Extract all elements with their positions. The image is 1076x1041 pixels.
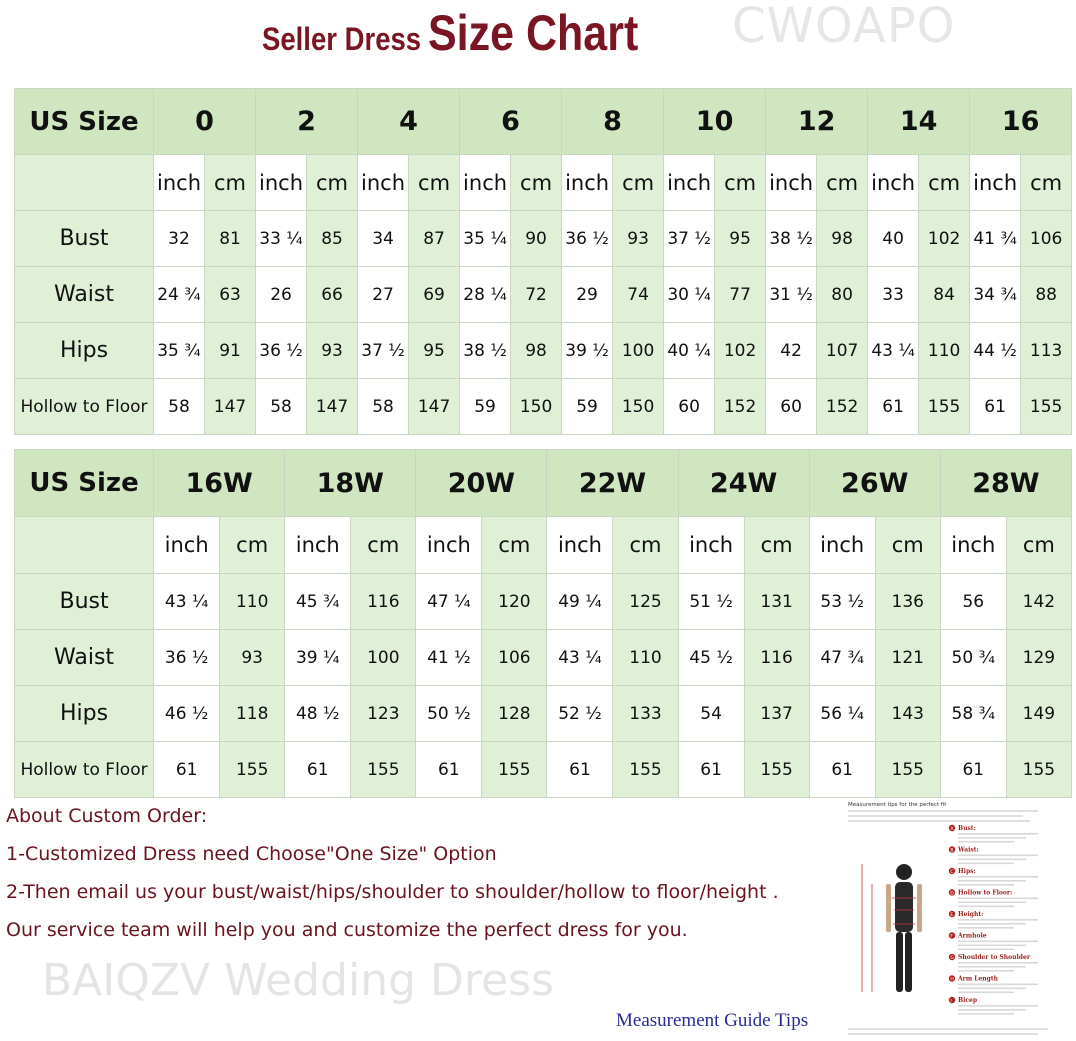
guide-text-line [848,820,1030,822]
row-label: Bust [15,211,154,267]
size-header-cell: 28W [940,450,1071,517]
unit-cm: cm [409,155,460,211]
unit-cm: cm [817,155,868,211]
table-cell: 45 ¾ [285,574,351,630]
table-cell: 61 [154,742,220,798]
table-cell: 121 [875,630,940,686]
table-cell: 24 ¾ [154,267,205,323]
table-cell: 90 [511,211,562,267]
size-table-standard [14,88,1072,435]
table-cell: 39 ¼ [285,630,351,686]
table-cell: 155 [482,742,547,798]
guide-item-title: Shoulder to Shoulder [958,954,1030,961]
table-cell: 155 [351,742,416,798]
unit-inch: inch [154,155,205,211]
table-cell: 32 [154,211,205,267]
guide-item-letter: I [950,999,952,1004]
table-cell: 98 [817,211,868,267]
unit-cm: cm [220,517,285,574]
table-cell: 136 [875,574,940,630]
table-cell: 155 [1006,742,1071,798]
guide-text-line [958,837,1026,839]
size-header-cell: 4 [358,89,460,155]
guide-text-line [958,966,1026,968]
table-cell: 93 [220,630,285,686]
guide-text-line [958,984,1038,986]
guide-text-line [848,810,1038,812]
table-cell: 155 [1021,379,1072,435]
table-cell: 137 [744,686,809,742]
guide-text-line [958,876,1038,878]
table-cell: 48 ½ [285,686,351,742]
table-row [15,742,1072,798]
guide-item-title: Arm Length [958,975,998,983]
guide-text-line [958,988,1026,990]
unit-cm: cm [919,155,970,211]
figure-torso [895,882,913,932]
table-cell: 28 ¼ [460,267,511,323]
size-header-row [15,89,1072,155]
table-cell: 107 [817,323,868,379]
table-cell: 54 [678,686,744,742]
table-cell: 58 [358,379,409,435]
table-cell: 129 [1006,630,1071,686]
guide-text-line [958,970,1014,972]
row-label: Hollow to Floor [15,379,154,435]
guide-item-letter: G [950,956,954,961]
size-header-cell: 16W [154,450,285,517]
table-row [15,630,1072,686]
table-cell: 44 ½ [970,323,1021,379]
table-cell: 50 ¾ [940,630,1006,686]
table-cell: 110 [613,630,678,686]
table-cell: 39 ½ [562,323,613,379]
custom-order-notes [6,800,779,952]
table-cell: 31 ½ [766,267,817,323]
table-cell: 33 [868,267,919,323]
unit-inch: inch [678,517,744,574]
size-header-cell: 24W [678,450,809,517]
unit-cm: cm [715,155,766,211]
table-cell: 152 [715,379,766,435]
table-cell: 155 [220,742,285,798]
size-header-cell: 18W [285,450,416,517]
watermark-bottom: BAIQZV Wedding Dress [42,955,554,1006]
table-cell: 40 [868,211,919,267]
table-cell: 60 [664,379,715,435]
table-row [15,323,1072,379]
table-cell: 80 [817,267,868,323]
table-cell: 42 [766,323,817,379]
notes-line-2: 2-Then email us your bust/waist/hips/shoulder to shoulder/hollow to floor/height . [6,881,779,903]
table-cell: 47 ¼ [416,574,482,630]
guide-text-line [958,906,1014,908]
table-cell: 81 [205,211,256,267]
table-cell: 128 [482,686,547,742]
unit-inch: inch [154,517,220,574]
watermark-top: CWOAPO [732,0,956,54]
table-cell: 77 [715,267,766,323]
unit-cm: cm [205,155,256,211]
table-cell: 118 [220,686,285,742]
guide-text-line [958,923,1026,925]
size-header-row [15,450,1072,517]
table-cell: 95 [409,323,460,379]
unit-inch: inch [547,517,613,574]
guide-text-line [958,833,1038,835]
table-cell: 85 [307,211,358,267]
guide-text-line [958,898,1038,900]
guide-text-line [958,927,1014,929]
table-row [15,267,1072,323]
guide-item-title: Bust: [958,825,976,832]
table-cell: 100 [351,630,416,686]
table-cell: 38 ½ [460,323,511,379]
guide-item-title: Height: [958,911,984,918]
table-cell: 34 ¾ [970,267,1021,323]
table-cell: 38 ½ [766,211,817,267]
us-size-label: US Size [15,89,154,155]
table-cell: 36 ½ [154,630,220,686]
table-cell: 100 [613,323,664,379]
guide-text-line [958,884,1014,886]
table-cell: 63 [205,267,256,323]
table-cell: 53 ½ [809,574,875,630]
table-cell: 36 ½ [256,323,307,379]
size-header-cell: 22W [547,450,678,517]
size-table-plus [14,449,1072,798]
guide-item-letter: E [950,913,954,918]
unit-inch: inch [285,517,351,574]
table-cell: 26 [256,267,307,323]
table-cell: 84 [919,267,970,323]
unit-row [15,155,1072,211]
table-cell: 155 [744,742,809,798]
table-cell: 147 [205,379,256,435]
guide-item-letter: D [950,891,954,897]
table-cell: 36 ½ [562,211,613,267]
guide-text-line [958,902,1026,904]
unit-cm: cm [511,155,562,211]
table-cell: 131 [744,574,809,630]
table-cell: 69 [409,267,460,323]
table-cell: 133 [613,686,678,742]
guide-items [949,825,1038,1015]
guide-text-line [958,945,1026,947]
table-cell: 150 [613,379,664,435]
notes-line-1: 1-Customized Dress need Choose"One Size" Option [6,843,497,865]
unit-row [15,517,1072,574]
table-cell: 125 [613,574,678,630]
unit-inch: inch [809,517,875,574]
guide-text-line [958,919,1038,921]
guide-item-letter: B [950,848,954,854]
table-cell: 61 [678,742,744,798]
table-cell: 147 [409,379,460,435]
table-cell: 106 [482,630,547,686]
guide-item-title: Hollow to Floor: [958,889,1013,897]
guide-item-title: Armhole [958,932,987,940]
table-cell: 43 ¼ [154,574,220,630]
size-header-cell: 2 [256,89,358,155]
guide-text-line [958,1005,1038,1007]
figure-head [896,864,912,880]
unit-inch: inch [868,155,919,211]
table-cell: 110 [220,574,285,630]
table-cell: 35 ¼ [460,211,511,267]
table-cell: 27 [358,267,409,323]
table-cell: 33 ¼ [256,211,307,267]
size-header-cell: 8 [562,89,664,155]
table-cell: 74 [613,267,664,323]
table-cell: 30 ¼ [664,267,715,323]
table-cell: 102 [919,211,970,267]
page-title [262,4,638,62]
table-cell: 41 ¾ [970,211,1021,267]
table-cell: 93 [307,323,358,379]
notes-line-3: Our service team will help you and customize the perfect dress for you. [6,919,688,941]
table-cell: 61 [940,742,1006,798]
unit-cm: cm [351,517,416,574]
table-cell: 61 [970,379,1021,435]
unit-row-blank [15,155,154,211]
row-label: Hips [15,323,154,379]
table-cell: 56 [940,574,1006,630]
table-cell: 98 [511,323,562,379]
unit-inch: inch [940,517,1006,574]
unit-inch: inch [970,155,1021,211]
guide-item-title: Waist: [958,846,979,854]
size-header-cell: 0 [154,89,256,155]
guide-text-line [958,841,1014,843]
guide-text-line [958,859,1026,861]
guide-item-letter: A [950,827,954,832]
table-cell: 113 [1021,323,1072,379]
model-figure [886,864,922,992]
table-cell: 61 [868,379,919,435]
table-cell: 150 [511,379,562,435]
table-cell: 51 ½ [678,574,744,630]
table-cell: 47 ¾ [809,630,875,686]
size-header-cell: 16 [970,89,1072,155]
table-cell: 152 [817,379,868,435]
table-cell: 49 ¼ [547,574,613,630]
unit-inch: inch [766,155,817,211]
table-cell: 116 [744,630,809,686]
guide-text-line [958,855,1038,857]
table-cell: 142 [1006,574,1071,630]
table-cell: 29 [562,267,613,323]
size-header-cell: 10 [664,89,766,155]
unit-inch: inch [416,517,482,574]
table-row [15,574,1072,630]
guide-text-line [958,1013,1014,1015]
table-cell: 87 [409,211,460,267]
guide-item-title: Bicep [958,997,978,1004]
table-cell: 147 [307,379,358,435]
table-cell: 123 [351,686,416,742]
table-cell: 61 [547,742,613,798]
guide-text-line [848,815,1023,817]
table-cell: 58 [256,379,307,435]
table-cell: 93 [613,211,664,267]
unit-inch: inch [460,155,511,211]
table-cell: 155 [919,379,970,435]
table-cell: 61 [809,742,875,798]
guide-text-line [848,1028,1048,1030]
unit-row-blank [15,517,154,574]
table-cell: 35 ¾ [154,323,205,379]
guide-text-line [848,1033,1038,1035]
guide-text-line [958,941,1038,943]
table-cell: 43 ¼ [547,630,613,686]
table-cell: 50 ½ [416,686,482,742]
figure-left-arm [886,884,891,932]
table-cell: 66 [307,267,358,323]
guide-item-title: Hips: [958,868,976,875]
table-cell: 91 [205,323,256,379]
guide-item-letter: C [950,870,954,875]
table-cell: 34 [358,211,409,267]
table-cell: 95 [715,211,766,267]
table-cell: 45 ½ [678,630,744,686]
table-cell: 155 [875,742,940,798]
table-cell: 59 [562,379,613,435]
table-cell: 40 ¼ [664,323,715,379]
unit-inch: inch [358,155,409,211]
size-header-cell: 20W [416,450,547,517]
table-cell: 120 [482,574,547,630]
table-row [15,379,1072,435]
table-cell: 41 ½ [416,630,482,686]
size-header-cell: 6 [460,89,562,155]
unit-cm: cm [1006,517,1071,574]
size-header-cell: 26W [809,450,940,517]
table-cell: 43 ¼ [868,323,919,379]
size-header-cell: 14 [868,89,970,155]
table-cell: 46 ½ [154,686,220,742]
guide-text-line [958,863,1014,865]
row-label: Bust [15,574,154,630]
title-size-chart: Size Chart [427,5,639,61]
table-cell: 155 [613,742,678,798]
row-label: Hollow to Floor [15,742,154,798]
guide-text-line [958,992,1014,994]
table-cell: 60 [766,379,817,435]
unit-cm: cm [744,517,809,574]
table-cell: 37 ½ [358,323,409,379]
table-cell: 58 ¾ [940,686,1006,742]
table-cell: 88 [1021,267,1072,323]
size-header-cell: 12 [766,89,868,155]
table-cell: 59 [460,379,511,435]
guide-text-line [958,1009,1026,1011]
table-cell: 116 [351,574,416,630]
figure-right-leg [905,932,912,992]
unit-inch: inch [664,155,715,211]
guide-item-letter: F [950,934,953,940]
guide-text-line [958,880,1026,882]
guide-text-line [958,949,1014,951]
unit-cm: cm [613,155,664,211]
table-row [15,211,1072,267]
table-row [15,686,1072,742]
us-size-label: US Size [15,450,154,517]
guide-heading: Measurement tips for the perfect fit [848,802,947,808]
table-cell: 56 ¼ [809,686,875,742]
table-cell: 61 [285,742,351,798]
unit-cm: cm [875,517,940,574]
guide-text-line [958,962,1038,964]
measurement-guide-image [842,800,1072,1040]
unit-cm: cm [613,517,678,574]
table-cell: 149 [1006,686,1071,742]
table-cell: 102 [715,323,766,379]
guide-item-letter: H [950,977,954,983]
measurement-guide-caption: Measurement Guide Tips [616,1010,809,1031]
table-cell: 61 [416,742,482,798]
unit-cm: cm [307,155,358,211]
row-label: Waist [15,267,154,323]
notes-heading: About Custom Order: [6,805,208,827]
unit-cm: cm [1021,155,1072,211]
table-cell: 110 [919,323,970,379]
table-cell: 58 [154,379,205,435]
table-cell: 72 [511,267,562,323]
table-cell: 52 ½ [547,686,613,742]
figure-left-leg [896,932,903,992]
unit-inch: inch [562,155,613,211]
row-label: Hips [15,686,154,742]
table-cell: 106 [1021,211,1072,267]
row-label: Waist [15,630,154,686]
table-cell: 143 [875,686,940,742]
title-seller-dress: Seller Dress [262,21,422,57]
unit-inch: inch [256,155,307,211]
figure-right-arm [917,884,922,932]
unit-cm: cm [482,517,547,574]
table-cell: 37 ½ [664,211,715,267]
